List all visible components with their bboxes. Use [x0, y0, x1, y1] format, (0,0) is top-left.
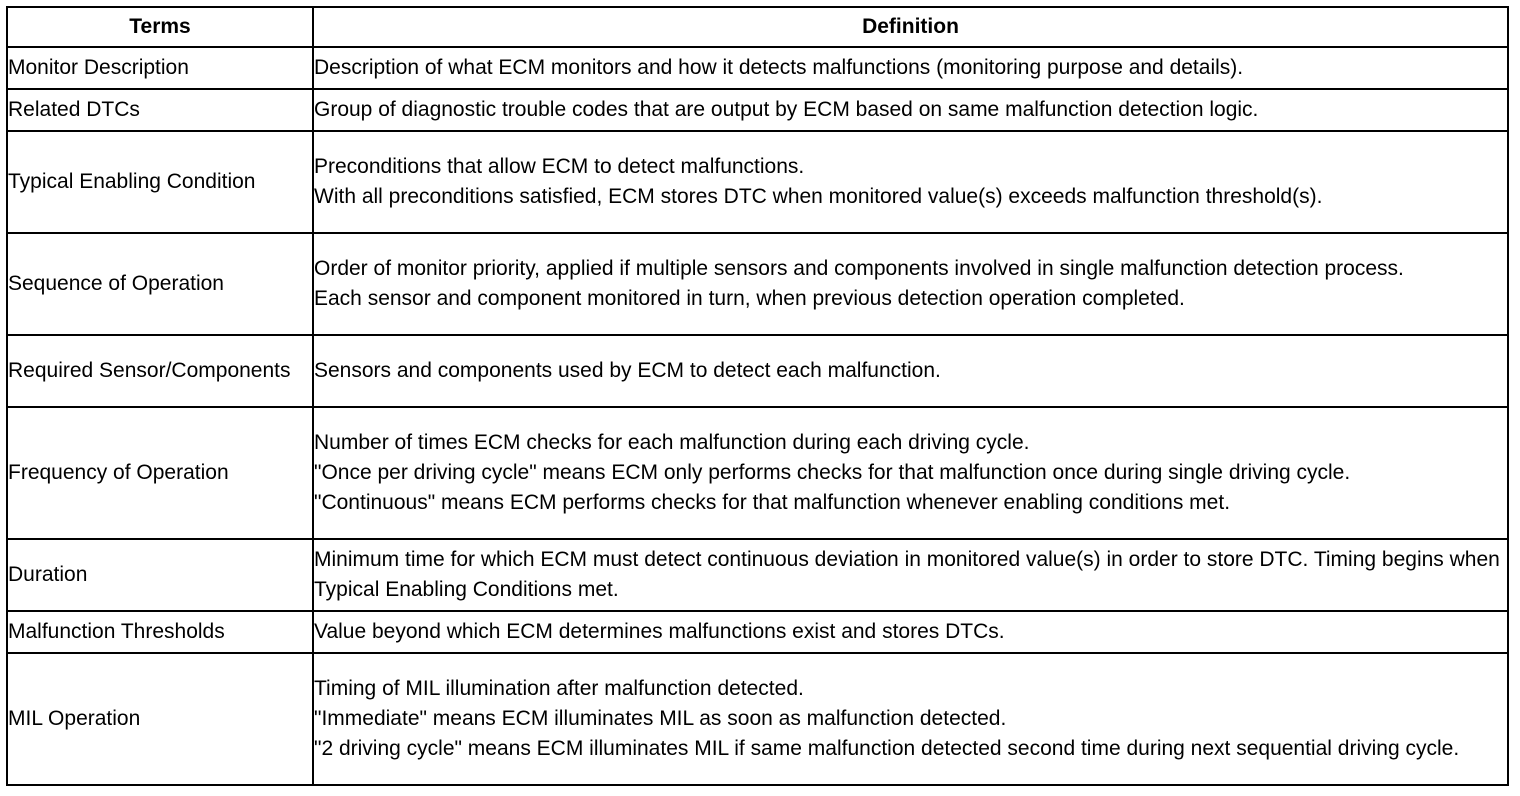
- term-cell: Malfunction Thresholds: [7, 611, 313, 653]
- definition-cell: [313, 407, 1508, 539]
- definition-cell: [313, 89, 1508, 131]
- term-cell: MIL Operation: [7, 653, 313, 785]
- definition-column-header: Definition: [313, 7, 1508, 47]
- table-row: [7, 611, 1508, 653]
- definition-line: Sensors and components used by ECM to detect each malfunction.: [314, 359, 941, 382]
- table-row: [7, 335, 1508, 407]
- table-row: [7, 131, 1508, 233]
- table-row: [7, 233, 1508, 335]
- table-row: [7, 89, 1508, 131]
- term-cell: Frequency of Operation: [7, 407, 313, 539]
- definition-line: "Immediate" means ECM illuminates MIL as soon as malfunction detected.: [314, 707, 1007, 730]
- table-row: [7, 407, 1508, 539]
- term-cell: Duration: [7, 539, 313, 611]
- terms-column-header: Terms: [7, 7, 313, 47]
- definition-cell: [313, 47, 1508, 89]
- table-row: [7, 47, 1508, 89]
- definition-line: Description of what ECM monitors and how it detects malfunctions (monitoring purpose and details).: [314, 56, 1244, 79]
- definition-cell: [313, 611, 1508, 653]
- term-cell: Sequence of Operation: [7, 233, 313, 335]
- term-cell: Related DTCs: [7, 89, 313, 131]
- term-cell: Typical Enabling Condition: [7, 131, 313, 233]
- terms-definition-table: [6, 6, 1509, 786]
- definition-line: Each sensor and component monitored in turn, when previous detection operation completed.: [314, 287, 1185, 310]
- definition-line: Minimum time for which ECM must detect continuous deviation in monitored value(s) in order to store DTC. Timing begins when Typical Enabling Conditions met.: [314, 548, 1500, 601]
- definition-line: Timing of MIL illumination after malfunction detected.: [314, 677, 804, 700]
- table-row: [7, 539, 1508, 611]
- term-cell: Monitor Description: [7, 47, 313, 89]
- definition-line: "Continuous" means ECM performs checks for that malfunction whenever enabling conditions met.: [314, 491, 1231, 514]
- definition-line: Order of monitor priority, applied if multiple sensors and components involved in single malfunction detection process.: [314, 257, 1404, 280]
- definition-cell: [313, 335, 1508, 407]
- definition-line: Value beyond which ECM determines malfunctions exist and stores DTCs.: [314, 620, 1005, 643]
- definition-line: "2 driving cycle" means ECM illuminates MIL if same malfunction detected second time during next sequential driving cycle.: [314, 737, 1460, 760]
- definition-cell: [313, 131, 1508, 233]
- table-header-row: [7, 7, 1508, 47]
- definition-line: "Once per driving cycle" means ECM only performs checks for that malfunction once during single driving cycle.: [314, 461, 1351, 484]
- definition-line: Preconditions that allow ECM to detect malfunctions.: [314, 155, 805, 178]
- definition-line: Group of diagnostic trouble codes that are output by ECM based on same malfunction detection logic.: [314, 98, 1259, 121]
- table-body: [7, 47, 1508, 785]
- table-row: [7, 653, 1508, 785]
- definition-line: With all preconditions satisfied, ECM stores DTC when monitored value(s) exceeds malfunction threshold(s).: [314, 185, 1323, 208]
- definition-cell: [313, 539, 1508, 611]
- term-cell: Required Sensor/Components: [7, 335, 313, 407]
- definition-cell: [313, 653, 1508, 785]
- definition-cell: [313, 233, 1508, 335]
- definition-line: Number of times ECM checks for each malfunction during each driving cycle.: [314, 431, 1030, 454]
